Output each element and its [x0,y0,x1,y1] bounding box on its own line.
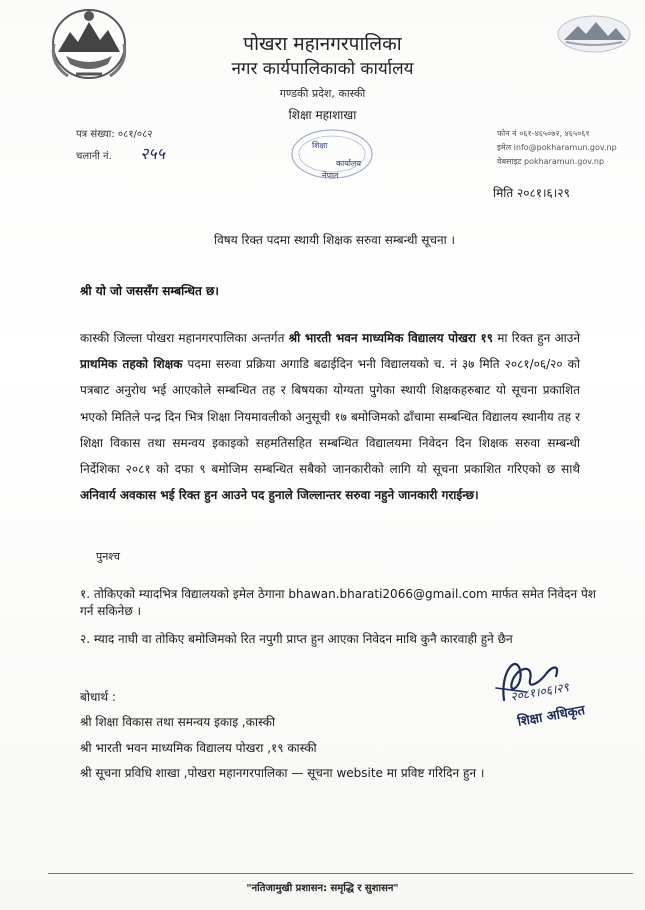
body-conclusion: अनिवार्य अवकास भई रिक्त हुन आउने पद हुनाले जिल्लान्तर सरुवा नहुने जानकारी गराईन्छ। [80,488,479,503]
subject-line: विषय रिक्त पदमा स्थायी शिक्षक सरुवा सम्बन्धी सूचना । [214,233,456,247]
cc-recipient-2: श्री भारती भवन माध्यमिक विद्यालय पोखरा ,१९ कास्की [80,741,317,755]
website-text: वेबसाइट pokharamun.gov.np [497,157,605,166]
dispatch-label: चलानी नं. [76,151,112,162]
letter-date: मिति २०८१।६।२९ [493,186,570,200]
school-name: श्री भारती भवन माध्यमिक विद्यालय पोखरा १९ [288,331,493,345]
body-part-5: पदमा सरुवा प्रक्रिया अगाडि बढाईदिन भनी विद्यालयको च. नं ३७ मिति २०८१/०६/२० को पत्रबाट अनुरोध भई आएकोले सम्बन्धित तह र बिषयका योग्यता पुगेका स्थायी शिक्षकहरुबाट यो सूचना प्रकाशित भएको मितिले पन्द्र दिन भित्र शिक्षा नियमावलीको अनुसूची १७ बमोजिमको ढाँचामा सम्बन्धित विद्यालय स्थानीय तह र शिक्षा विकास तथा समन्वय इकाइको सहमतिसहित सम्बन्धित विद्यालयमा निवेदन दिन शिक्षक सरुवा सम्बन्धी निर्देशिका २०८१ को दफा ९ बमोजिम सम्बन्धित सबैको जानकारीको लागि यो सूचना प्रकाशित गरिएको छ साथै [80,357,580,477]
postscript-label: पुनश्च [96,550,121,563]
cc-label: बोधार्थ : [80,690,116,704]
org-name: पोखरा महानगरपालिका [243,33,402,55]
footer-divider [48,873,633,874]
location-text: गण्डकी प्रदेश, कास्की [279,87,366,100]
letter-number: पत्र संख्या: ०८१/०८२ [76,129,153,140]
stamp-line3: नेपाल [322,171,339,180]
postscript-note-1: १. तोकिएको म्यादभित्र विद्यालयको इमेल ठेगाना bhawan.bharati2066@gmail.com मार्फत समेत निवेदन पेश गर्न सकिनेछ । [80,587,596,618]
notice-body [80,325,580,508]
stamp-line1: शिक्षा [312,141,328,150]
postscript-note-2: २. म्याद नाघी वा तोकिए बमोजिमको रित नपुगी प्राप्त हुन आएका निवेदन माथि कुनै कारवाही हुने छैन [80,632,513,646]
footer-slogan: "नतिजामुखी प्रशासन: समृद्धि र सुशासन" [246,883,399,894]
department-name: शिक्षा महाशाखा [288,108,357,122]
office-name: नगर कार्यपालिकाको कार्यालय [231,59,414,79]
body-part-1: कास्की जिल्ला पोखरा महानगरपालिका अन्तर्गत [80,331,289,345]
signatory-title: शिक्षा अधिकृत [516,703,587,730]
phone-text: फोन नं ०६१-४६५०७२, ४६५०६१ [497,129,590,138]
email-text: इमेल info@pokharamun.gov.np [497,143,617,152]
cc-recipient-1: श्री शिक्षा विकास तथा समन्वय इकाइ ,कास्की [80,715,276,729]
signature-date: २०८१।०६।२९ [509,679,570,705]
salutation: श्री यो जो जससँग सम्बन्धित छ। [80,284,219,298]
post-level: प्राथमिक तहको शिक्षक [80,357,183,372]
stamp-line2: कार्यालय [336,159,361,168]
cc-recipient-3: श्री सूचना प्रविधि शाखा ,पोखरा महानगरपालिका — सूचना website मा प्रविष्ट गरिदिन हुन । [80,766,485,780]
dispatch-number: २५५ [140,144,165,163]
body-part-3: मा रिक्त हुन आउने [492,331,580,345]
